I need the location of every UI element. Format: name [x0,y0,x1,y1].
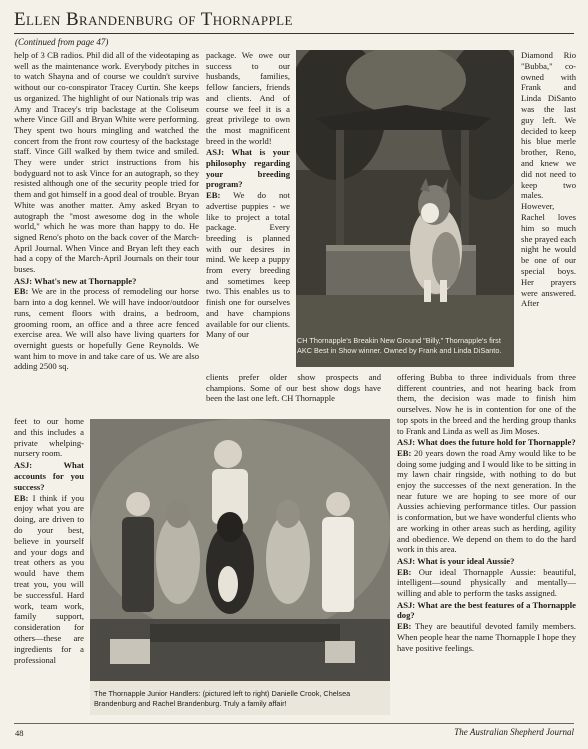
interview-question: ASJ: What is your philosophy regarding your breeding program? [206,147,290,190]
journal-name: The Australian Shepherd Journal [454,727,574,737]
column-2-wide [206,372,381,404]
article-title: Ellen Brandenburg of Thornapple [14,9,293,30]
dog-photo-image [296,50,514,367]
column-3-top [521,50,576,309]
continued-note: (Continued from page 47) [15,37,109,47]
dog-photo-caption: CH Thornapple's Breakin New Ground "Billy," Thornapple's first AKC Best in Show winner. Owned by Frank and Linda DiSanto. [297,336,502,355]
interview-answer: EB: They are beautiful devoted family members. When people hear the name Thornapple I hope they have positive feelings. [397,621,576,653]
interview-answer: EB: We are in the process of remodeling our horse barn into a dog kennel. We will have indoor/outdoor runs, cement floors with drains, a bedroom, grooming room, an office and a three acre fenced exercise area. We will also have living quarters for overnight guests or hopefully Gene Reynolds. We want him to move in and take care of us. We are also adding 2500 sq. [14,286,199,372]
interview-question: ASJ: What are the best features of a Thornapple dog? [397,599,576,621]
column-2-wide-text: clients prefer older show prospects and champions. Some of our best show dogs have been the last one left. CH Thornapple [206,372,381,404]
interview-question: ASJ: What's new at Thornapple? [14,275,137,286]
column-3-top-text: Diamond Rio "Bubba," co-owned with Frank and Linda DiSanto was the last guy left. We decided to keep his blue merle brother, Reno, and knew we did not need to keep two males. However, Rachel loves him so much she prayed each night he would be one of our special boys. Her prayers were answered. After [521,50,576,309]
interview-answer: EB: Our ideal Thornapple Aussie: beautiful, intelligent—sound physically and mentally—willing and able to perform the tasks assigned. [397,566,576,599]
column-3-body [397,372,576,653]
interview-question: ASJ: What does the future hold for Thornapple? [397,437,576,448]
column-1-paragraph: help of 3 CB radios. Phil did all of the videotaping as well as the maintenance work. Everybody pitches in to watch Shayna and of course we couldn't survive without our co-conspirator Tracey Curtin. She keeps us organized. The highlight of our Nationals trip was Amy and Tracey's trip backstage at the Coliseum where Vince Gill and Bryan White were performing. They spent two hours mingling and watched the concert from the front row courtesy of the backstage staff. Vince Gill walked by them twice and smiled. They were under strict instructions from his bodyguard not to ask Vince for an autograph, so they resisted although one of the security people tried for them and got himself in a good deal of trouble. Bryan White was another matter. Amy asked Bryan to autograph the "most awesome dog in the whole world," which he was more than happy to do. He signed Reno's photo on the back cover of the March-April Journal. When Vince and Bryan left they each had a copy of the March-April Journals on their tour buses. [14,50,199,275]
column-2 [206,50,290,340]
handlers-photo [90,419,390,715]
column-3-paragraph: offering Bubba to three individuals from three different countries, and not hearing back from them, the decision was made to finish him ourselves. Now he is in contention for one of the top spots in the breed and the herding group thanks to Frank and Linda as well as Jim Moses. [397,372,576,436]
interview-question: ASJ: What accounts for you success? [14,460,84,492]
title-rule [14,33,574,34]
handlers-photo-image [90,419,390,715]
interview-answer: EB: We do not advertise puppies - we like to project a total package. Every breeding is planned with our desires in mind. We keep a puppy from every breeding and sometimes keep two. This enables us to finish one for ourselves and have champions available for our clients. Many of our [206,190,290,340]
column-2-paragraph: package. We owe our success to our husbands, families, fellow fanciers, friends and clients. And of course we feel it is a great privilege to own the most magnificent breed in the world! [206,50,290,146]
interview-question: ASJ: What is your ideal Aussie? [397,555,515,566]
column-1-narrow [14,416,84,665]
dog-photo [296,50,514,367]
column-1-top [14,50,199,372]
footer-rule [14,723,574,724]
column-1-narrow-text: feet to our home and this includes a private whelping-nursery room. [14,416,84,459]
interview-answer: EB: 20 years down the road Amy would like to be doing some judging and I would like to be sitting in my lawn chair ringside, with nothing to do but enjoy the successes of the next generation. In the near future we are hoping to see more of our Aussies achieving performance titles. Our passion is conformation, but we have wonderful clients who are working in other areas such as herding, agility and obedience. We depend on them to do the hard work in this area. [397,447,576,555]
interview-answer: EB: I think if you enjoy what you are doing, are driven to do your best, believe in yourself and your dogs and treat others as you would have them treat you, you will be successful. Hard work, team work, family support, consideration for others—these are ingredients for a professional [14,492,84,665]
handlers-photo-caption: The Thornapple Junior Handlers: (pictured left to right) Danielle Crook, Chelsea Brandenburg and Rachel Brandenburg. Truly a family affair! [94,689,351,708]
page-number: 48 [15,728,24,738]
